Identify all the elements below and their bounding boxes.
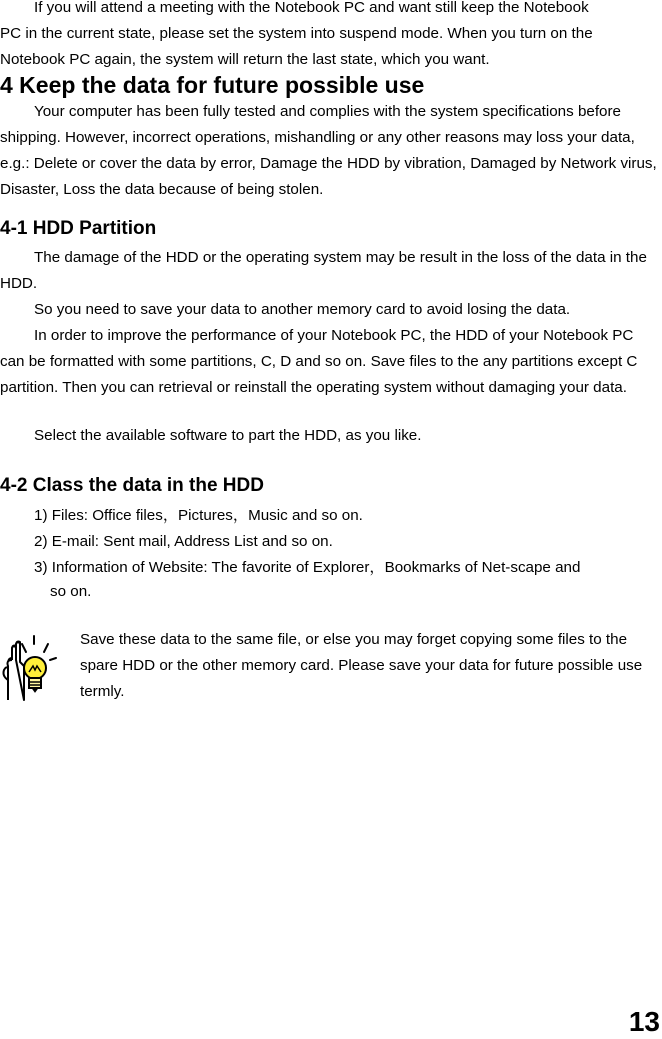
section-4-1-para-3: In order to improve the performance of your Notebook PC, the HDD of your Notebook PC can be formatted with some partitions, C, D and so on. Save files to the any partitions except C partition. Then you can retrieval or reinstall the operating system without damaging your data.: [0, 327, 638, 396]
list-item-email: 2) E-mail: Sent mail, Address List and so on.: [34, 533, 333, 550]
hand-lightbulb-icon: [0, 632, 64, 702]
section-4-body: Your computer has been fully tested and complies with the system specifications before shipping. However, incorrect operations, mishandling or any other reasons may loss your data, e.g.: Delete or cover the data by error, Damage the HDD by vibration, Damaged by Network virus, Disaster, Loss the data because of being stolen.: [0, 103, 657, 198]
section-4-1-heading: 4-1 HDD Partition: [0, 218, 157, 239]
page-number: 13: [628, 1006, 660, 1037]
section-4-heading: 4 Keep the data for future possible use: [0, 72, 425, 98]
list-item-website-cont: so on.: [50, 583, 92, 600]
intro-line-2: PC in the current state, please set the system into suspend mode. When you turn on the: [0, 25, 593, 42]
intro-line-3: Notebook PC again, the system will return the last state, which you want.: [0, 51, 490, 68]
intro-line-1: If you will attend a meeting with the Notebook PC and want still keep the Notebook: [34, 0, 589, 16]
list-item-files: 1) Files: Office files，Pictures，Music and so on.: [34, 507, 363, 524]
section-4-1-para-4: Select the available software to part the HDD, as you like.: [34, 427, 422, 444]
list-item-website: 3) Information of Website: The favorite of Explorer，Bookmarks of Net-scape and: [34, 559, 581, 576]
note-text: Save these data to the same file, or else you may forget copying some files to the spare HDD or the other memory card. Please save your data for future possible use termly.: [80, 631, 643, 700]
section-4-1-para-2: So you need to save your data to another memory card to avoid losing the data.: [34, 301, 571, 318]
section-4-1-para-1: The damage of the HDD or the operating system may be result in the loss of the data in the HDD.: [0, 249, 647, 292]
section-4-2-heading: 4-2 Class the data in the HDD: [0, 475, 264, 496]
